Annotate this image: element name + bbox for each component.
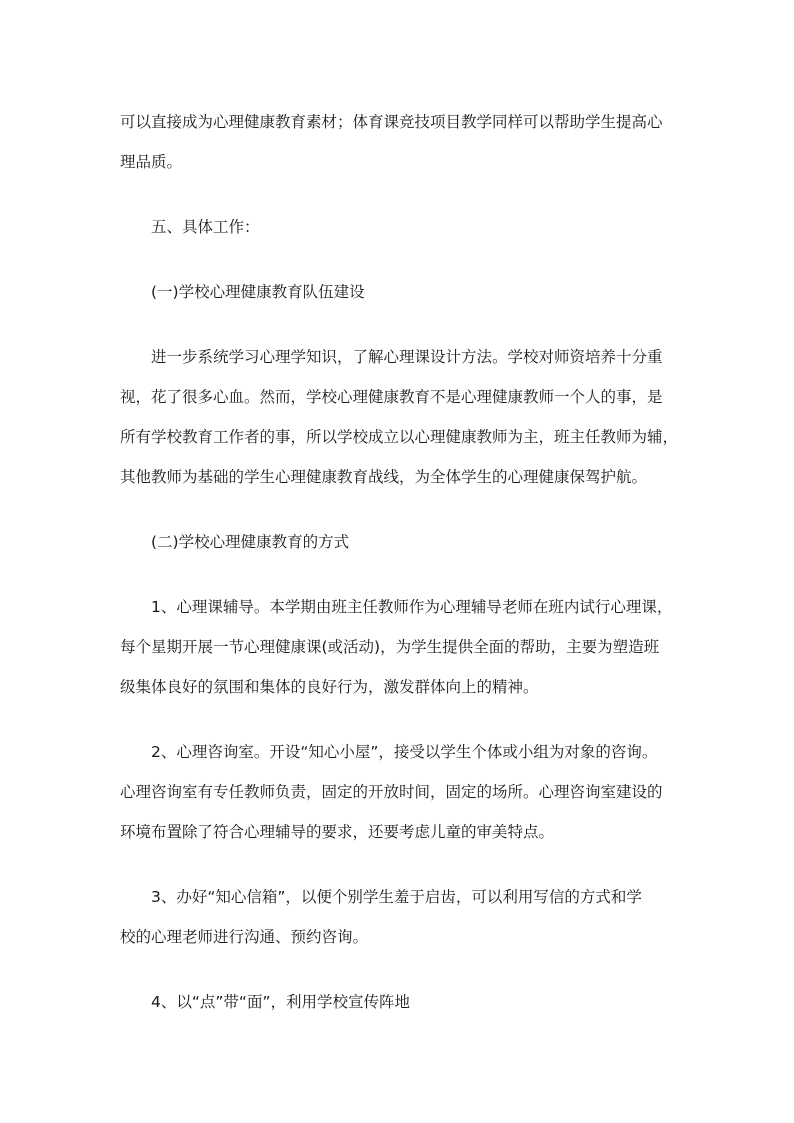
text-line: 所有学校教育工作者的事，所以学校成立以心理健康教师为主，班主任教师为辅， (120, 428, 679, 446)
text-line: 五、具体工作： (151, 218, 260, 236)
paragraph-continuation (120, 102, 686, 182)
paragraph-item-3 (120, 877, 686, 957)
text-line: 视，花了很多心血。然而，学校心理健康教育不是心理健康教师一个人的事，是 (120, 388, 663, 406)
subsection-heading-two (120, 522, 686, 562)
text-line: 4、以“点”带“面”，利用学校宣传阵地 (151, 993, 410, 1011)
text-line: 1、心理课辅导。本学期由班主任教师作为心理辅导老师在班内试行心理课， (151, 598, 673, 616)
text-line: 2、心理咨询室。开设“知心小屋”，接受以学生个体或小组为对象的咨询。 (151, 743, 658, 761)
paragraph-item-4 (120, 982, 686, 1022)
text-line: 校的心理老师进行沟通、预约咨询。 (120, 928, 369, 946)
text-line: 3、办好“知心信箱”，以便个别学生羞于启齿，可以利用写信的方式和学 (151, 888, 642, 906)
document-body (120, 102, 686, 1047)
text-line: 每个星期开展一节心理健康课(或活动)，为学生提供全面的帮助，主要为塑造班 (120, 638, 660, 656)
section-heading-five (120, 207, 686, 247)
text-line: 级集体良好的氛围和集体的良好行为，激发群体向上的精神。 (120, 678, 539, 696)
text-line: (一)学校心理健康教育队伍建设 (151, 283, 365, 301)
text-line: 可以直接成为心理健康教育素材；体育课竞技项目教学同样可以帮助学生提高心 (120, 113, 663, 131)
paragraph-team-building (120, 337, 686, 497)
text-line: 其他教师为基础的学生心理健康教育战线，为全体学生的心理健康保驾护航。 (120, 468, 648, 486)
paragraph-item-1 (120, 587, 686, 707)
text-line: 理品质。 (120, 153, 183, 171)
text-line: 进一步系统学习心理学知识，了解心理课设计方法。学校对师资培养十分重 (151, 348, 663, 366)
text-line: 环境布置除了符合心理辅导的要求，还要考虑儿童的审美特点。 (120, 823, 555, 841)
text-line: 心理咨询室有专任教师负责，固定的开放时间，固定的场所。心理咨询室建设的 (120, 783, 663, 801)
text-line: (二)学校心理健康教育的方式 (151, 533, 350, 551)
paragraph-item-2 (120, 732, 686, 852)
subsection-heading-one (120, 272, 686, 312)
